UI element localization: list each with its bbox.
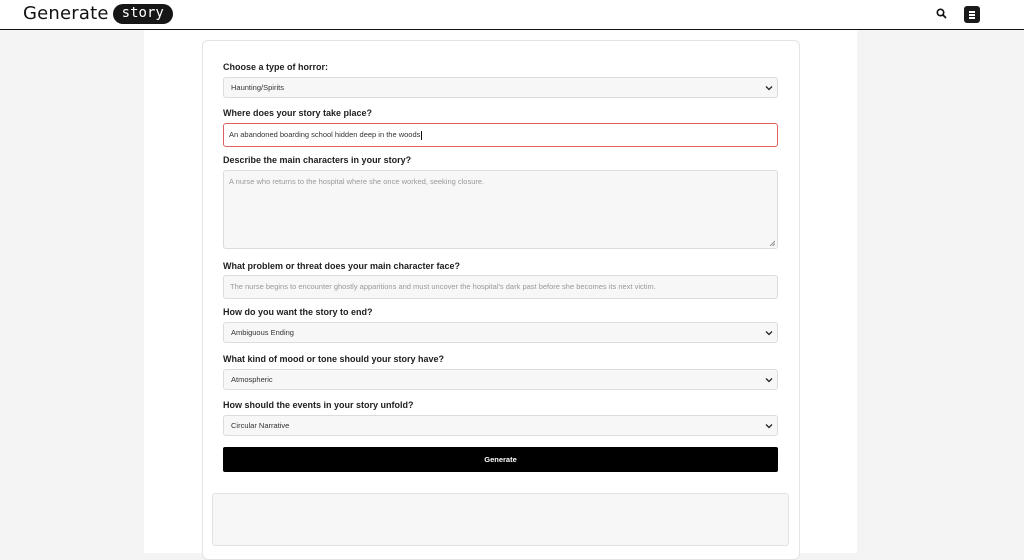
characters-label: Describe the main characters in your story? [223, 155, 412, 165]
ending-select[interactable] [223, 322, 778, 343]
setting-label: Where does your story take place? [223, 108, 373, 118]
horror-type-value: Haunting/Spirits [231, 83, 284, 92]
logo-word: Generate [23, 3, 109, 24]
structure-value: Circular Narrative [231, 421, 290, 430]
horror-type-label: Choose a type of horror: [223, 62, 329, 72]
chevron-down-icon [765, 329, 773, 337]
problem-input[interactable] [223, 275, 778, 299]
setting-input[interactable] [223, 123, 778, 147]
mood-label: What kind of mood or tone should your story have? [223, 354, 445, 364]
story-output-area [212, 493, 789, 546]
story-form-card [202, 40, 800, 560]
logo-badge: story [113, 4, 173, 24]
chevron-down-icon [765, 376, 773, 384]
menu-icon[interactable] [964, 6, 980, 23]
problem-label: What problem or threat does your main character face? [223, 261, 461, 271]
logo[interactable] [23, 3, 173, 24]
search-icon[interactable] [934, 6, 950, 22]
characters-placeholder: A nurse who returns to the hospital where she once worked, seeking closure. [229, 177, 485, 186]
ending-value: Ambiguous Ending [231, 328, 294, 337]
problem-placeholder: The nurse begins to encounter ghostly apparitions and must uncover the hospital's dark past before she becomes its next victim. [230, 282, 656, 291]
horror-type-select[interactable] [223, 77, 778, 98]
mood-value: Atmospheric [231, 375, 273, 384]
generate-button[interactable]: Generate [223, 447, 778, 472]
ending-label: How do you want the story to end? [223, 307, 373, 317]
setting-value: An abandoned boarding school hidden deep in the woods [229, 130, 421, 139]
characters-textarea[interactable] [223, 170, 778, 249]
resize-handle-icon[interactable] [769, 240, 775, 246]
mood-select[interactable] [223, 369, 778, 390]
chevron-down-icon [765, 422, 773, 430]
structure-select[interactable] [223, 415, 778, 436]
top-header [0, 0, 1024, 30]
chevron-down-icon [765, 84, 773, 92]
text-caret [421, 131, 422, 140]
structure-label: How should the events in your story unfold? [223, 400, 414, 410]
